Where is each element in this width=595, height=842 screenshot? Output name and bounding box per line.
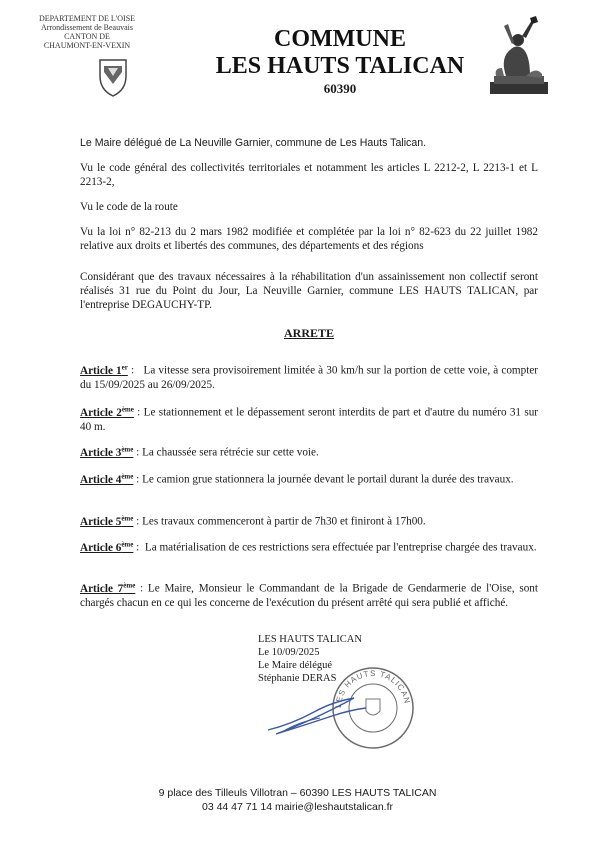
- article-text: Le stationnement et le dépassement seront interdits de part et d'autre du numéro 31 sur 40 m.: [80, 406, 539, 433]
- commune-title: [190, 26, 490, 80]
- footer-contact: 03 44 47 71 14 mairie@leshautstalican.fr: [201, 801, 394, 813]
- article-label: Article 6ème: [80, 540, 134, 554]
- article-text: Le Maire, Monsieur le Commandant de la Brigade de Gendarmerie de l'Oise, sont chargés chacun en ce qui les concerne de l'exécution du présent arrêté qui sera publié et affiché.: [80, 582, 538, 609]
- footer-address: 9 place des Tilleuls Villotran – 60390 LES HAUTS TALICAN: [158, 787, 437, 799]
- arrondissement-name: Arrondissement de Beauvais: [41, 23, 133, 32]
- article-label: Article 4ème: [80, 472, 134, 486]
- article-5: Article 5ème : Les travaux commenceront à partir de 7h30 et finiront à 17h00.: [80, 514, 426, 528]
- article-text: Le camion grue stationnera la journée devant le portail durant la durée des travaux.: [142, 473, 514, 486]
- article-text: La vitesse sera provisoirement limitée à 30 km/h sur la portion de cette voie, à compter du 15/09/2025 au 26/09/2025.: [80, 364, 539, 391]
- article-2: Article 2ème : Le stationnement et le dépassement seront interdits de part et d'autre du numéro 31 sur 40 m.: [80, 405, 539, 433]
- considerant-paragraph: Considérant que des travaux nécessaires à la réhabilitation d'un assainissement non collectif seront réalisés 31 rue du Point du Jour, La Neuville Garnier, commune LES HAUTS TALICAN, par l'entreprise DEGAUCHY-TP.: [80, 271, 538, 311]
- article-text: Les travaux commenceront à partir de 7h30 et finiront à 17h00.: [142, 515, 426, 528]
- article-text: La matérialisation de ces restrictions sera effectuée par l'entreprise chargée des travaux.: [144, 541, 537, 554]
- article-3: Article 3ème : La chaussée sera rétrécie sur cette voie.: [80, 445, 319, 459]
- signature-role: Le Maire délégué: [258, 660, 333, 671]
- article-label: Article 7ème: [80, 581, 136, 595]
- signature-name: Stéphanie DERAS: [258, 673, 337, 684]
- title-line-name: LES HAUTS TALICAN: [215, 53, 465, 79]
- article-4: Article 4ème : Le camion grue stationnera la journée devant le portail durant la durée des travaux.: [80, 472, 514, 486]
- statue-emblem-icon: [486, 14, 552, 98]
- arrete-heading: ARRETE: [283, 326, 334, 340]
- article-1: Article 1er : La vitesse sera provisoirement limitée à 30 km/h sur la portion de cette voie, à compter du 15/09/2025 au 26/09/2025.: [80, 363, 539, 391]
- postal-code: 60390: [323, 81, 357, 96]
- coat-of-arms-icon: [98, 58, 128, 98]
- article-text: La chaussée sera rétrécie sur cette voie.: [142, 446, 319, 459]
- article-6: Article 6ème : La matérialisation de ces restrictions sera effectuée par l'entreprise chargée des travaux.: [80, 540, 537, 554]
- intro-line: Le Maire délégué de La Neuville Garnier, commune de Les Hauts Talican.: [80, 137, 427, 149]
- article-label: Article 3ème: [80, 445, 134, 459]
- vu-code-route: Vu le code de la route: [80, 201, 178, 213]
- department-name: DEPARTEMENT DE L'OISE: [38, 14, 136, 23]
- signature-date: Le 10/09/2025: [258, 647, 320, 658]
- stamp-text: LES HAUTS TALICAN: [333, 668, 412, 709]
- article-7: Article 7ème : Le Maire, Monsieur le Commandant de la Brigade de Gendarmerie de l'Oise, sont chargés chacun en ce qui les concerne de l'exécution du présent arrêté qui sera publié et affiché.: [80, 581, 538, 609]
- title-line-commune: COMMUNE: [274, 26, 406, 52]
- handwritten-signature-icon: [262, 690, 372, 740]
- canton-name: CHAUMONT-EN-VEXIN: [43, 41, 131, 50]
- vu-code-collectivites: Vu le code général des collectivités territoriales et notamment les articles L 2212-2, L 2213-1 et L 2213-2,: [80, 162, 538, 188]
- department-block: [28, 14, 146, 50]
- canton-label: CANTON DE: [64, 32, 110, 41]
- article-label: Article 1er: [80, 363, 128, 377]
- article-label: Article 2ème: [80, 405, 134, 419]
- article-label: Article 5ème: [80, 514, 134, 528]
- signature-place: LES HAUTS TALICAN: [258, 634, 362, 645]
- vu-loi-1982: Vu la loi n° 82-213 du 2 mars 1982 modifiée et complétée par la loi n° 82-623 du 22 juillet 1982 relative aux droits et libertés des communes, des départements et des régions: [80, 226, 538, 252]
